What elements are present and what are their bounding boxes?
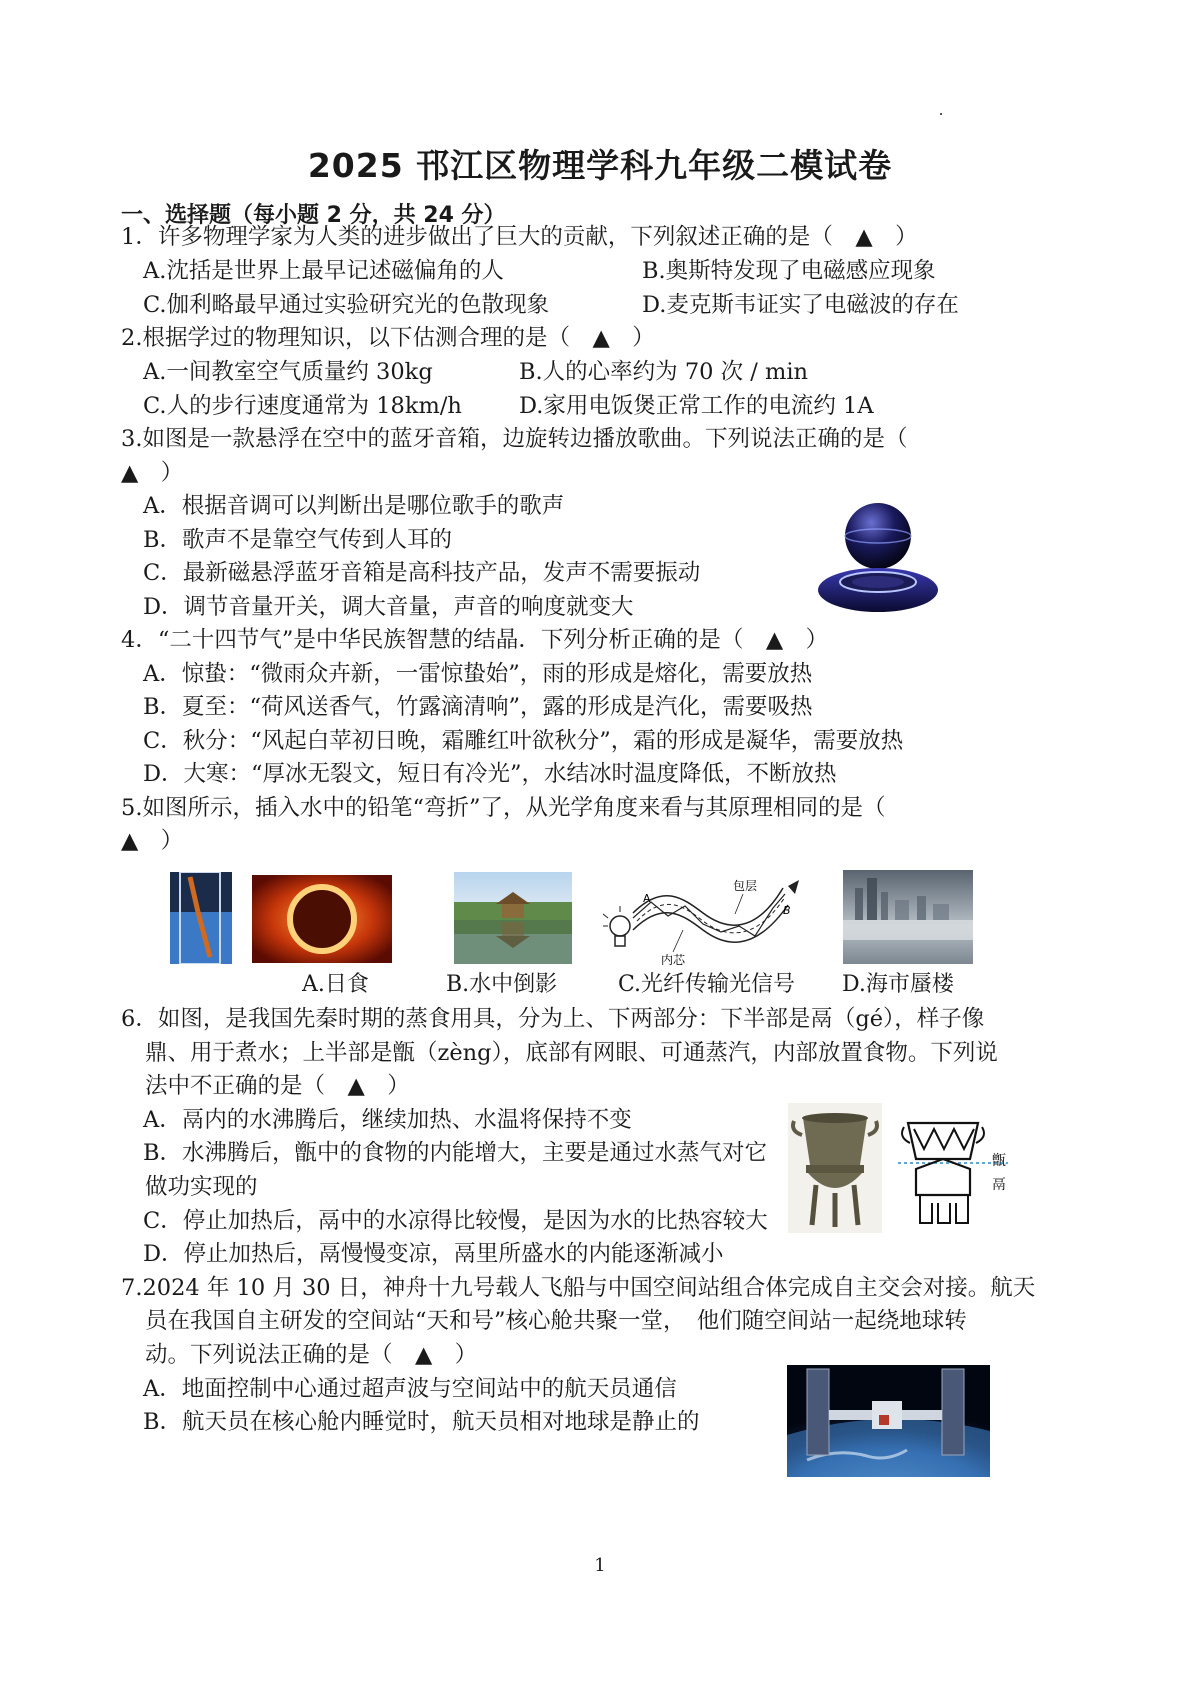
q2-stem: 2.根据学过的物理知识，以下估测合理的是（ ▲ ） [121, 325, 655, 351]
label-li: 鬲 [992, 1177, 1006, 1193]
q5-caption-d: D.海市蜃楼 [842, 972, 954, 997]
q7-option-b: B．航天员在核心舱内睡觉时，航天员相对地球是静止的 [143, 1409, 700, 1435]
q3-stem-cont: ▲ ） [121, 460, 184, 486]
q4-option-b: B．夏至：“荷风送香气，竹露滴清响”，露的形成是汽化，需要吸热 [143, 694, 813, 720]
solar-eclipse-figure [252, 875, 392, 963]
q6-option-d: D．停止加热后，鬲慢慢变凉，鬲里所盛水的内能逐渐减小 [143, 1241, 724, 1267]
fiber-label-b: B [783, 904, 791, 917]
space-station-photo [787, 1365, 990, 1477]
q2-option-c: C.人的步行速度通常为 18km/h [143, 393, 462, 419]
label-zeng: 甑 [992, 1153, 1006, 1169]
mirage-figure [843, 870, 973, 964]
q3-option-a: A．根据音调可以判断出是哪位歌手的歌声 [143, 493, 565, 519]
levitating-speaker-figure [815, 498, 945, 623]
optical-fiber-figure [603, 868, 803, 968]
speck [940, 113, 942, 115]
q1-option-d: D.麦克斯韦证实了电磁波的存在 [642, 292, 959, 318]
q3-stem: 3.如图是一款悬浮在空中的蓝牙音箱，边旋转边播放歌曲。下列说法正确的是（ [121, 426, 908, 452]
q6-option-c: C．停止加热后，鬲中的水凉得比较慢，是因为水的比热容较大 [143, 1208, 768, 1234]
water-reflection-figure [454, 872, 572, 964]
fiber-label-a: A [643, 892, 651, 905]
q1-option-b: B.奥斯特发现了电磁感应现象 [642, 258, 936, 284]
fiber-label-cladding: 包层 [733, 879, 758, 893]
q6-option-b: B．水沸腾后，甑中的食物的内能增大，主要是通过水蒸气对它 [143, 1140, 768, 1166]
q7-stem-cont-1: 员在我国自主研发的空间站“天和号”核心舱共聚一堂， 他们随空间站一起绕地球转 [145, 1308, 967, 1334]
section-heading: 一、选择题（每小题 2 分，共 24 分） [121, 203, 506, 228]
q6-option-b-cont: 做功实现的 [145, 1174, 258, 1200]
page-title: 2025 邗江区物理学科九年级二模试卷 [307, 146, 893, 185]
q7-option-a: A．地面控制中心通过超声波与空间站中的航天员通信 [143, 1376, 677, 1402]
q5-caption-a: A.日食 [302, 972, 369, 997]
q2-option-b: B.人的心率约为 70 次 / min [519, 359, 809, 385]
q5-stem-cont: ▲ ） [121, 828, 184, 854]
q2-option-a: A.一间教室空气质量约 30kg [143, 359, 433, 385]
q6-stem-cont-1: 鼎、用于煮水；上半部是甑（zèng），底部有网眼、可通蒸汽，内部放置食物。下列说 [145, 1040, 998, 1066]
q3-option-b: B．歌声不是靠空气传到人耳的 [143, 527, 453, 553]
zeng-li-schematic [898, 1115, 1016, 1233]
q7-stem-cont-2: 动。下列说法正确的是（ ▲ ） [145, 1342, 478, 1368]
q1-option-a: A.沈括是世界上最早记述磁偏角的人 [143, 258, 504, 284]
q4-option-d: D．大寒：“厚冰无裂文，短日有冷光”，水结冰时温度降低，不断放热 [143, 761, 837, 787]
fiber-label-core: 内芯 [661, 953, 686, 967]
q5-caption-b: B.水中倒影 [446, 972, 558, 997]
q6-stem-cont-2: 法中不正确的是（ ▲ ） [145, 1073, 410, 1099]
q5-stem: 5.如图所示，插入水中的铅笔“弯折”了，从光学角度来看与其原理相同的是（ [121, 795, 886, 821]
q3-option-c: C．最新磁悬浮蓝牙音箱是高科技产品，发声不需要振动 [143, 560, 701, 586]
q6-option-a: A．鬲内的水沸腾后，继续加热、水温将保持不变 [143, 1107, 632, 1133]
q4-option-a: A．惊蛰：“微雨众卉新，一雷惊蛰始”，雨的形成是熔化，需要放热 [143, 661, 813, 687]
q4-option-c: C．秋分：“风起白苹初日晚，霜雕红叶欲秋分”，霜的形成是凝华，需要放热 [143, 728, 904, 754]
q5-caption-c: C.光纤传输光信号 [618, 972, 796, 997]
q4-stem: 4．“二十四节气”是中华民族智慧的结晶．下列分析正确的是（ ▲ ） [121, 627, 829, 653]
pencil-in-water-figure [170, 872, 232, 964]
q1-option-c: C.伽利略最早通过实验研究光的色散现象 [143, 292, 550, 318]
q1-stem: 1．许多物理学家为人类的进步做出了巨大的贡献，下列叙述正确的是（ ▲ ） [121, 224, 918, 250]
bronze-steamer-photo [788, 1103, 882, 1233]
q2-option-d: D.家用电饭煲正常工作的电流约 1A [519, 393, 874, 419]
q3-option-d: D．调节音量开关，调大音量，声音的响度就变大 [143, 594, 634, 620]
q7-stem: 7.2024 年 10 月 30 日，神舟十九号载人飞船与中国空间站组合体完成自主交会对接。航天 [121, 1275, 1036, 1301]
page-number: 1 [594, 1555, 606, 1576]
q6-stem: 6．如图，是我国先秦时期的蒸食用具，分为上、下两部分：下半部是鬲（gé），样子像 [121, 1006, 985, 1032]
